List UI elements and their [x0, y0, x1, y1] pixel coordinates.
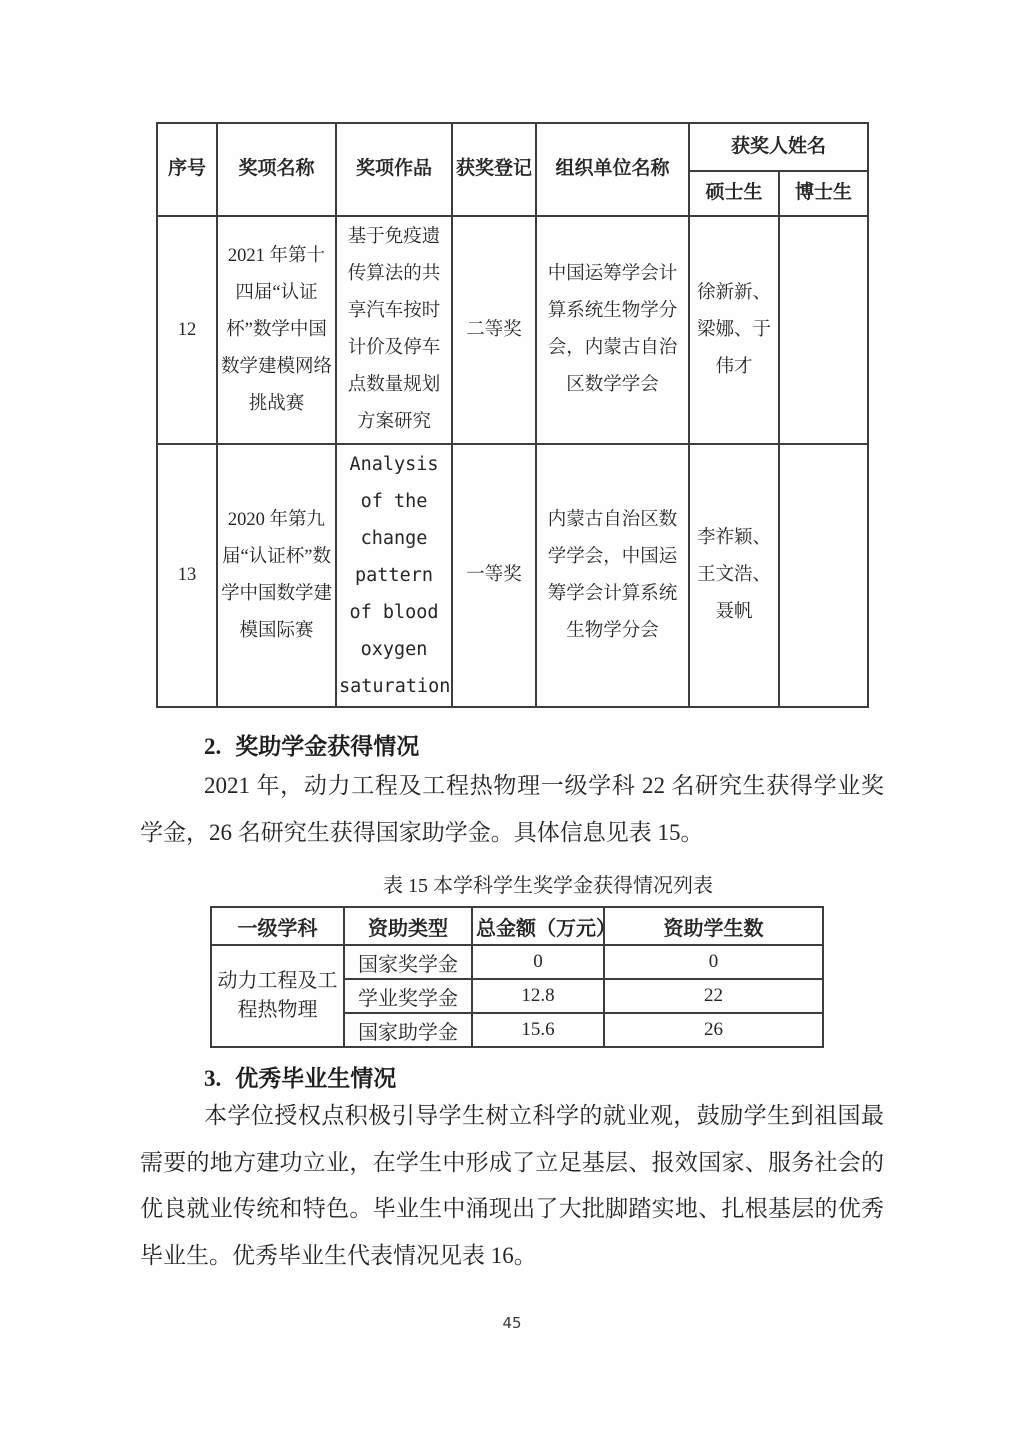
cell-organization: 内蒙古自治区数学学会，中国运筹学会计算系统生物学分会: [536, 444, 689, 707]
cell-award-work: Analysis of the change pattern of blood oxygen saturation: [336, 444, 452, 707]
header-award-level: 获奖登记: [452, 123, 536, 216]
header-fund-type: 资助类型: [344, 907, 472, 945]
cell-master: 徐新新、梁娜、于伟才: [689, 216, 779, 444]
cell-index: 12: [157, 216, 217, 444]
section-title: 奖助学金获得情况: [235, 733, 420, 759]
cell-award-work: 基于免疫遗传算法的共享汽车按时计价及停车点数量规划 方案研究: [336, 216, 452, 444]
header-organization: 组织单位名称: [536, 123, 689, 216]
cell-index: 13: [157, 444, 217, 707]
header-doctor: 博士生: [779, 171, 868, 216]
section-number: 2.: [204, 734, 222, 759]
scholarship-table: [210, 906, 824, 1048]
section2-paragraph: 2021 年，动力工程及工程热物理一级学科 22 名研究生获得学业奖学金，26 名研究生获得国家助学金。具体信息见表 15。: [140, 773, 884, 845]
section-heading-scholarships: [140, 728, 884, 761]
cell-fund-type: 国家奖学金: [344, 945, 472, 979]
awards-table-header-row: [157, 123, 868, 171]
header-index: 序号: [157, 123, 217, 216]
cell-students: 22: [604, 979, 823, 1013]
header-master: 硕士生: [689, 171, 779, 216]
header-award-work: 奖项作品: [336, 123, 452, 216]
header-discipline: 一级学科: [211, 907, 344, 945]
awards-table: [156, 122, 869, 708]
header-winners: 获奖人姓名: [689, 123, 868, 171]
cell-discipline: 动力工程及工程热物理: [211, 945, 344, 1047]
section-heading-graduates: [140, 1060, 884, 1093]
header-total-amount: 总金额（万元）: [472, 907, 604, 945]
header-award-name: 奖项名称: [217, 123, 336, 216]
cell-fund-type: 学业奖学金: [344, 979, 472, 1013]
scholarship-header-row: [211, 907, 823, 945]
section-number: 3.: [204, 1066, 222, 1091]
table-row: [211, 945, 823, 979]
cell-master: 李祚颖、王文浩、聂帆: [689, 444, 779, 707]
cell-award-level: 一等奖: [452, 444, 536, 707]
section3-paragraph: 本学位授权点积极引导学生树立科学的就业观，鼓励学生到祖国最需要的地方建功立业，在学生中形成了立足基层、报效国家、服务社会的优良就业传统和特色。毕业生中涌现出了大批脚踏实地、扎根基层的优秀毕业生。优秀毕业生代表情况见表 16。: [140, 1103, 884, 1268]
cell-doctor: [779, 216, 868, 444]
table-row: [157, 444, 868, 707]
cell-organization: 中国运筹学会计算系统生物学分会，内蒙古自治区数学学会: [536, 216, 689, 444]
cell-doctor: [779, 444, 868, 707]
cell-fund-type: 国家助学金: [344, 1013, 472, 1047]
page-number: 45: [502, 1314, 522, 1332]
table-row: [157, 216, 868, 444]
cell-award-name: 2021 年第十四届“认证杯”数学中国数学建模网络挑战赛: [217, 216, 336, 444]
table15-caption: 表 15 本学科学生奖学金获得情况列表: [383, 875, 713, 897]
cell-amount: 15.6: [472, 1013, 604, 1047]
cell-students: 0: [604, 945, 823, 979]
cell-award-level: 二等奖: [452, 216, 536, 444]
header-student-count: 资助学生数: [604, 907, 823, 945]
section-title: 优秀毕业生情况: [235, 1065, 397, 1091]
cell-award-name: 2020 年第九届“认证杯”数学中国数学建模国际赛: [217, 444, 336, 707]
cell-students: 26: [604, 1013, 823, 1047]
cell-amount: 12.8: [472, 979, 604, 1013]
cell-amount: 0: [472, 945, 604, 979]
